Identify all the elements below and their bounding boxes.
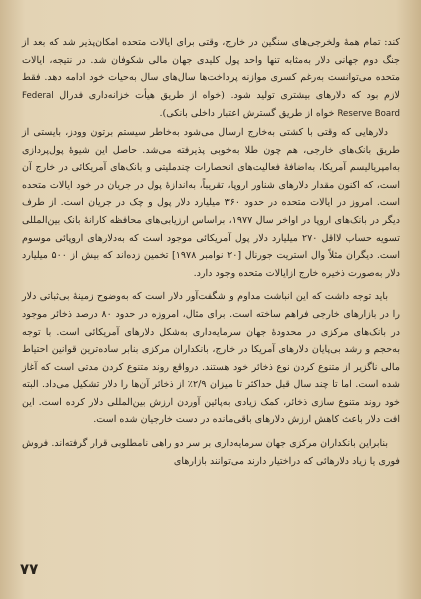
body-text [22, 34, 400, 470]
paragraph-4: بنابراین بانکداران مرکزی جهان سرمایه‌داری بر سر دو راهی نامطلوبی قرار گرفته‌اند. فروش فوری یا زیاد دلارهائی که دراختیار دارند می‌توانند بازارهای [22, 438, 400, 467]
page-number: ۷۷ [20, 560, 39, 578]
paragraph-2: دلارهایی که وقتی با کشتی به‌خارج ارسال می‌شود به‌خاطر سیستم برتون وودز، بایستی از طریق بانک‌های خارجی، هم چون طلا به‌خوبی پذیرفته می‌شد. حاصل این شیوهٔ پول‌پردازی به‌امپریالیسم آمریکا، به‌اضافهٔ فعالیت‌های انحصارات چندملیتی و بانک‌های آمریکائی در خارج آن است، که اکنون مقدار دلارهای شناور اروپا، تقریباً، به‌اندازهٔ پول در جریان در خود ایالات متحده است. امروز در ایالات متحده در حدود ۳۶۰ میلیارد دلار پول و چک در جریان است. از طرف دیگر در بانک‌های اروپا در اواخر سال ۱۹۷۷، براساس ارزیابی‌های محافظه کارانهٔ بانک بین‌المللی تسویه حساب لااقل ۲۷۰ میلیارد دلار پول آمریکائی موجود است که به‌دلارهای اروپائی موسوم است. دیگران مثلاً وال استریت جورنال [۲۰ نوامبر ۱۹۷۸] تخمین زده‌اند که بیش از ۵۰۰ میلیارد دلار به‌صورت ذخیره خارج ازایالات متحده وجود دارد. [22, 126, 400, 279]
paragraph-1: کند: تمام همهٔ ولخرجی‌های سنگین در خارج، وقتی برای ایالات متحده امکان‌پذیر شد که بعد از جنگ دوم جهانی دلار به‌مثابه تنها واحد پول کلیدی جهان مالی شکوفان شد. در نتیجه، ایالات متحده می‌توانست به‌رغم کسری موازنه پرداخت‌ها سال‌های سال به‌حیات خود ادامه دهد. فقط لازم بود که دلارهای بیشتری تولید شود. (خواه از طریق هیأت خزانه‌داری فدرال Federal Reserve Board خواه از طریق گسترش اعتبار داخلی بانکی). [22, 37, 400, 120]
paragraph-3: باید توجه داشت که این انباشت مداوم و شگفت‌آور دلار است که به‌وضوح زمینهٔ بی‌ثباتی دلار را در بازارهای خارجی فراهم ساخته است. برای مثال، امروزه در حدود ۸۰ درصد ذخائر موجود در بانک‌های مرکزی در محدودهٔ جهان سرمایه‌داری به‌شکل دلارهای آمریکائی است. با توجه به‌حجم و رشد بی‌پایان دلارهای آمریکا در خارج، بانکداران مرکزی بنابر ساده‌ترین قوانین احتیاط مالی ناگزیر از متنوع کردن نوع ذخائر خود هستند. درواقع روند متنوع کردن مدتی است که آغاز شده است. اما تا چند سال قبل حداکثر تا میزان ۲/۹٪ از ذخائر آن‌ها را دلار تشکیل می‌داد. البته خود روند متنوع سازی ذخائر، کمک زیادی به‌پائین آوردن ارزش بین‌المللی دلار کرده است. این افت دلار باعث کاهش ارزش دلارهای باقی‌مانده در دست خارجیان شده است. [22, 291, 400, 426]
english-term: Federal Reserve Board [22, 90, 400, 120]
